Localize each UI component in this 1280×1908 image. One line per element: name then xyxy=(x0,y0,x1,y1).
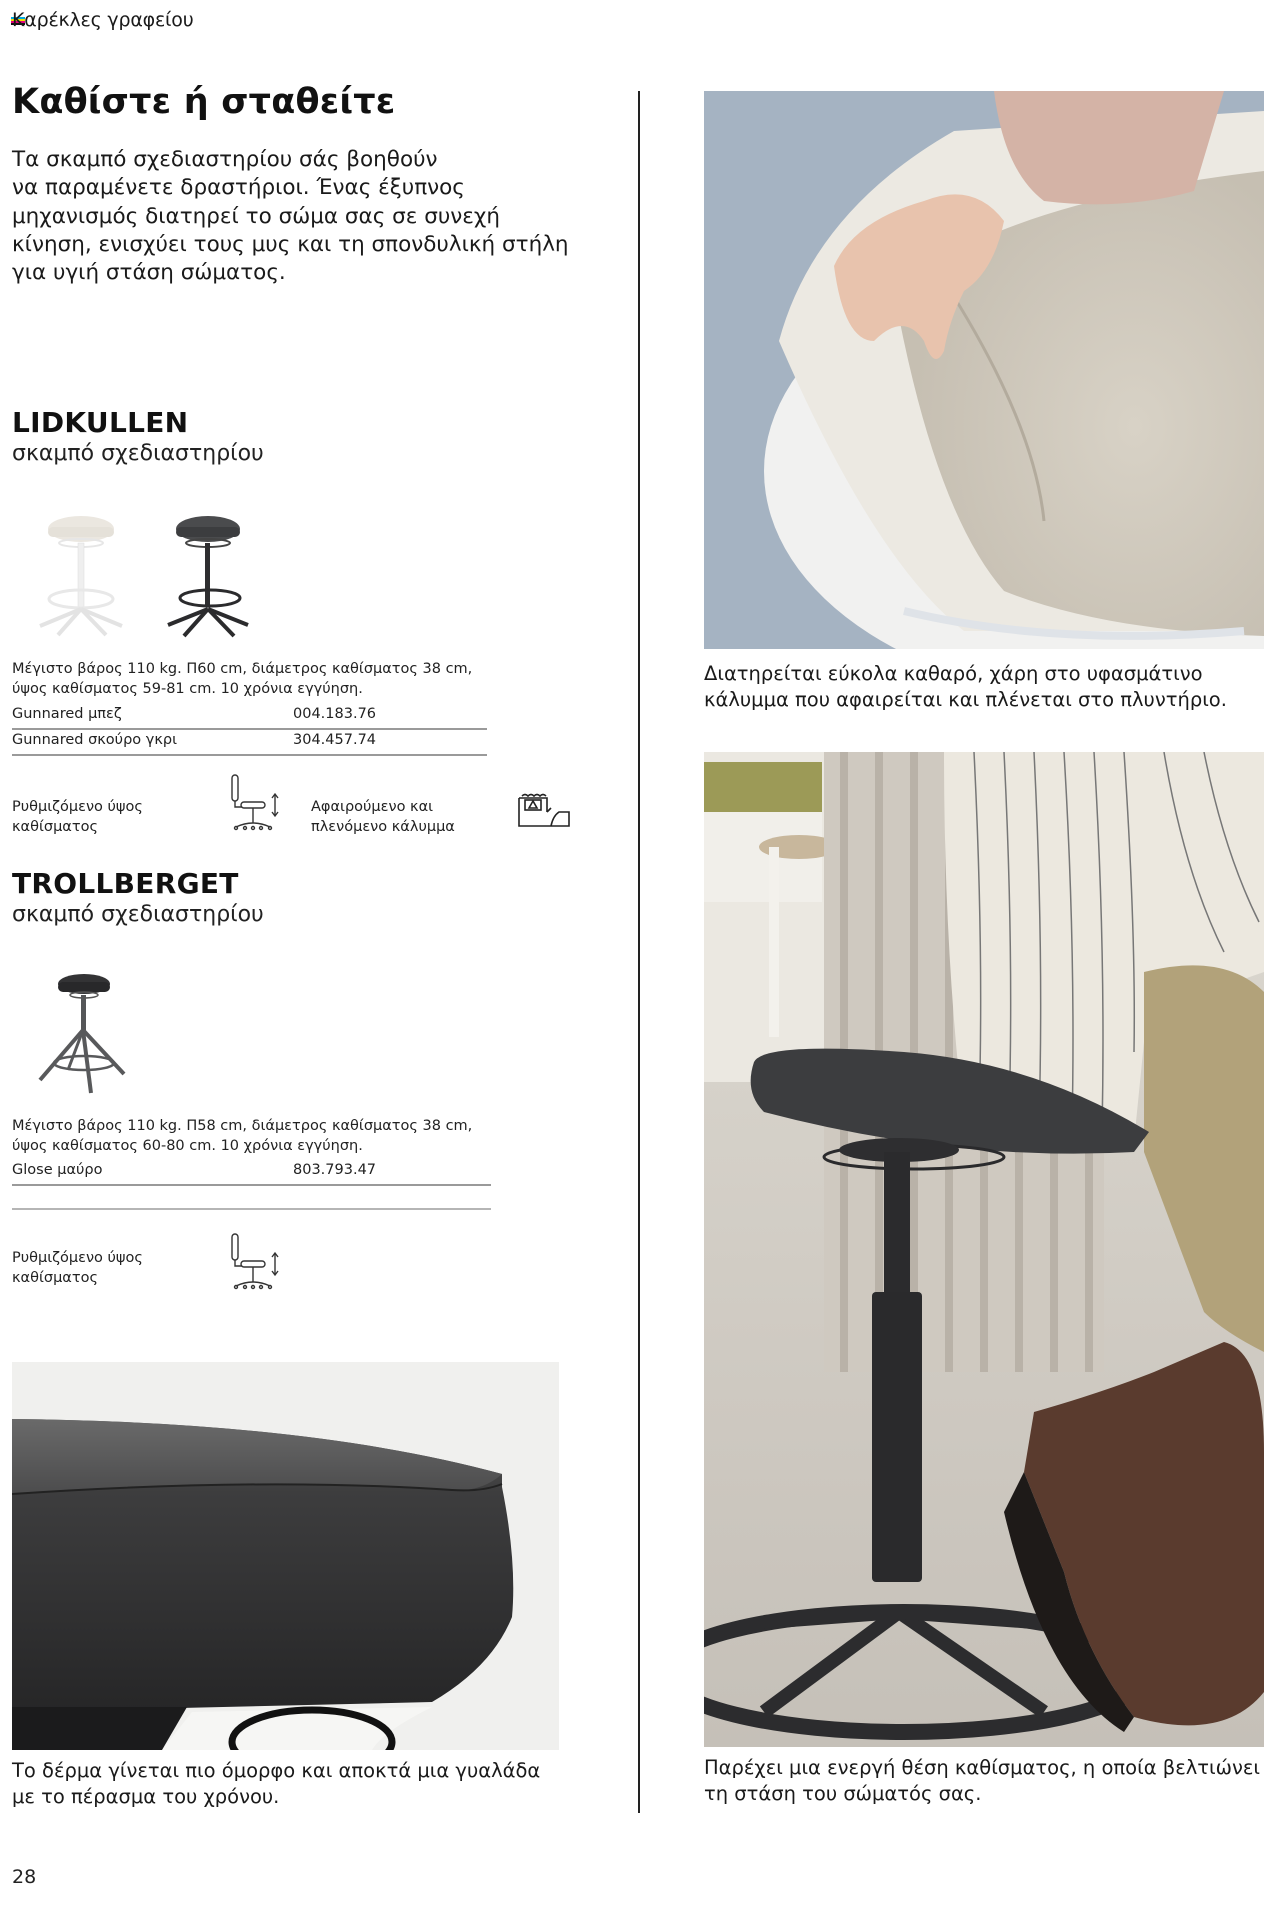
caption-line: Το δέρμα γίνεται πιο όμορφο και αποκτά μια γυαλάδα xyxy=(12,1759,541,1782)
page-title: Καθίστε ή σταθείτε xyxy=(12,82,396,122)
variant-row[interactable] xyxy=(12,732,487,752)
intro-paragraph xyxy=(12,146,592,287)
row-divider xyxy=(12,754,487,756)
product-type: σκαμπό σχεδιαστηρίου xyxy=(12,441,264,466)
article-number: 304.457.74 xyxy=(293,732,377,748)
feature-line: Ρυθμιζόμενο ύψος xyxy=(12,799,143,815)
product-name: LIDKULLEN xyxy=(12,406,189,439)
adjustable-height-chair-icon xyxy=(228,1232,280,1292)
white-stool-icon[interactable] xyxy=(36,509,126,639)
feature-line: Ρυθμιζόμενο ύψος xyxy=(12,1250,143,1266)
photo-caption xyxy=(704,1755,1260,1806)
intro-line: για υγιή στάση σώματος. xyxy=(12,260,286,286)
variant-row[interactable] xyxy=(12,1162,491,1182)
feature-line: πλενόμενο κάλυμμα xyxy=(311,818,455,835)
spec-line: Μέγιστο βάρος 110 kg. Π60 cm, διάμετρος καθίσματος 38 cm, xyxy=(12,661,473,677)
caption-line: Διατηρείται εύκολα καθαρό, χάρη στο υφασμάτινο xyxy=(704,662,1203,685)
section-header: Καρέκλες γραφείου xyxy=(12,9,194,31)
dark-stool-icon[interactable] xyxy=(162,509,252,639)
row-divider xyxy=(12,1184,491,1186)
intro-line: μηχανισμός διατηρεί το σώμα σας σε συνεχή xyxy=(12,203,500,229)
article-number: 004.183.76 xyxy=(293,706,377,722)
spec-line: Μέγιστο βάρος 110 kg. Π58 cm, διάμετρος καθίσματος 38 cm, xyxy=(12,1118,473,1134)
intro-line: κίνηση, ενισχύει τους μυς και τη σπονδυλική στήλη xyxy=(12,231,569,257)
feature-line: καθίσματος xyxy=(12,818,98,835)
variant-name: Gunnared σκούρο γκρι xyxy=(12,732,177,748)
caption-line: Παρέχει μια ενεργή θέση καθίσματος, η οποία βελτιώνει xyxy=(704,1756,1260,1779)
caption-line: με το πέρασμα του χρόνου. xyxy=(12,1784,280,1808)
variant-name: Gunnared μπεζ xyxy=(12,706,122,722)
feature-label xyxy=(12,1249,143,1288)
page-number: 28 xyxy=(12,1866,37,1888)
spec-line: ύψος καθίσματος 60-80 cm. 10 χρόνια εγγύηση. xyxy=(12,1137,363,1154)
intro-line: Τα σκαμπό σχεδιαστηρίου σάς βοηθούν xyxy=(12,147,438,172)
spec-line: ύψος καθίσματος 59-81 cm. 10 χρόνια εγγύηση. xyxy=(12,680,363,697)
fabric-cover-photo xyxy=(704,91,1264,649)
machine-wash-icon xyxy=(517,790,571,830)
intro-line: να παραμένετε δραστήριοι. Ένας έξυπνος xyxy=(12,175,465,201)
adjustable-height-chair-icon xyxy=(228,773,280,833)
product-type: σκαμπό σχεδιαστηρίου xyxy=(12,902,264,927)
leather-seat-photo xyxy=(12,1362,559,1750)
row-divider xyxy=(12,1208,491,1210)
feature-label xyxy=(12,798,143,837)
feature-label xyxy=(311,798,455,837)
caption-line: τη στάση του σώματός σας. xyxy=(704,1781,982,1805)
article-number: 803.793.47 xyxy=(293,1162,377,1178)
variant-name: Glose μαύρο xyxy=(12,1162,103,1178)
photo-caption xyxy=(12,1758,540,1809)
caption-line: κάλυμμα που αφαιρείται και πλένεται στο πλυντήριο. xyxy=(704,687,1227,711)
feature-line: Αφαιρούμενο και xyxy=(311,799,434,815)
active-sitting-photo xyxy=(704,752,1264,1747)
product-name: TROLLBERGET xyxy=(12,867,239,900)
product-spec xyxy=(12,660,492,699)
row-divider xyxy=(12,728,487,730)
black-stool-icon[interactable] xyxy=(36,970,126,1095)
variant-row[interactable] xyxy=(12,706,487,726)
product-spec xyxy=(12,1117,492,1156)
column-divider xyxy=(638,91,640,1813)
photo-caption xyxy=(704,661,1227,712)
feature-line: καθίσματος xyxy=(12,1269,98,1286)
